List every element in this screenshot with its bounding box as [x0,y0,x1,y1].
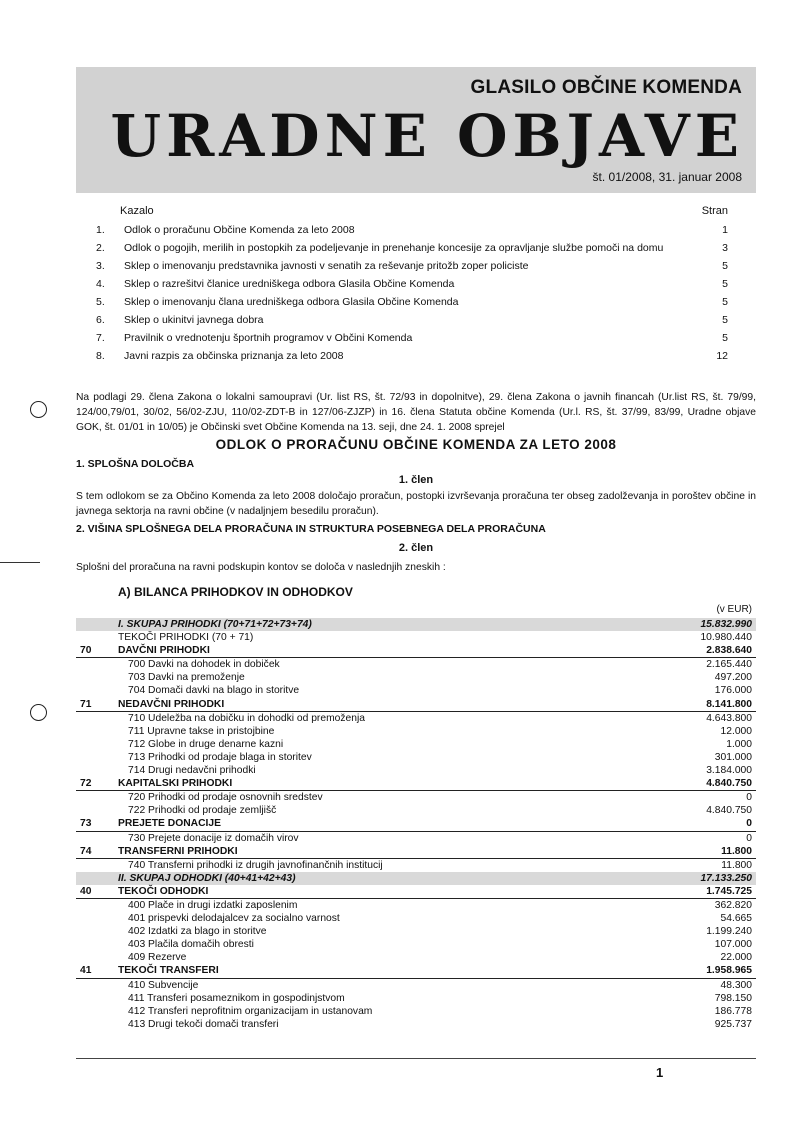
account-value: 11.800 [721,845,752,857]
account-value: 22.000 [720,952,752,964]
toc-item-number: 4. [96,278,105,290]
toc-item-number: 2. [96,242,105,254]
table-row [76,938,756,951]
account-code: 72 [80,778,92,790]
account-value: 4.840.750 [706,805,752,817]
account-value: 10.980.440 [700,632,752,644]
account-label: 401 prispevki delodajalcev za socialno varnost [128,913,340,925]
account-label: 412 Transferi neprofitnim organizacijam in ustanovam [128,1005,373,1017]
account-value: 0 [746,818,752,830]
table-row [76,764,756,777]
account-value: 4.840.750 [706,778,752,790]
account-value: 798.150 [714,992,752,1004]
table-row [76,845,756,859]
table-row [76,777,756,791]
article-2-text: Splošni del proračuna na ravni podskupin kontov se določa v naslednjih zneskih : [76,562,446,573]
account-value: 0 [746,832,752,844]
table-row [76,725,756,738]
unit-label: (v EUR) [716,604,752,615]
issue-info: št. 01/2008, 31. januar 2008 [592,170,742,184]
table-row [76,817,756,831]
account-value: 176.000 [714,685,752,697]
account-label: 711 Upravne takse in pristojbine [128,725,275,737]
account-label: TRANSFERNI PRIHODKI [118,845,238,857]
account-value: 12.000 [720,725,752,737]
account-code: 41 [80,965,92,977]
toc-item-number: 1. [96,224,105,236]
table-row [76,644,756,658]
bilanca-table [76,618,756,1031]
toc-heading: Kazalo [120,205,154,217]
masthead-title: URADNE OBJAVE [110,102,744,170]
table-row [76,658,756,671]
toc-header [96,205,736,221]
toc-item-page: 12 [716,350,728,362]
bilanca-title: A) BILANCA PRIHODKOV IN ODHODKOV [118,585,353,599]
account-value: 925.737 [714,1018,752,1030]
account-code: 73 [80,818,92,830]
account-label: 700 Davki na dohodek in dobiček [128,659,280,671]
account-value: 1.745.725 [706,885,752,897]
punch-hole-top [30,401,47,418]
account-code: 40 [80,885,92,897]
section-heading-1: 1. SPLOŠNA DOLOČBA [76,458,195,470]
account-value: 107.000 [714,939,752,951]
table-row [76,1018,756,1031]
table-row [76,859,756,872]
account-label: TEKOČI PRIHODKI (70 + 71) [118,632,254,644]
account-label: II. SKUPAJ ODHODKI (40+41+42+43) [118,872,296,884]
masthead-subtitle: GLASILO OBČINE KOMENDA [470,77,742,98]
toc-item-number: 5. [96,296,105,308]
account-label: 714 Drugi nedavčni prihodki [128,765,256,777]
account-label: 720 Prihodki od prodaje osnovnih sredstev [128,792,323,804]
table-row [76,791,756,804]
toc-item-page: 5 [722,260,728,272]
account-code: 74 [80,845,92,857]
toc-item-title: Pravilnik o vrednotenju športnih programov v Občini Komenda [124,332,413,344]
table-row [76,912,756,925]
table-row [76,618,756,631]
account-value: 3.184.000 [706,765,752,777]
table-row [76,684,756,697]
account-label: 411 Transferi posameznikom in gospodinjstvom [128,992,345,1004]
account-label: 710 Udeležba na dobičku in dohodki od premoženja [128,712,365,724]
footer-rule [76,1058,756,1059]
account-label: 410 Subvencije [128,979,199,991]
toc-item [96,221,736,239]
account-label: I. SKUPAJ PRIHODKI (70+71+72+73+74) [118,619,312,630]
account-value: 2.838.640 [706,645,752,657]
table-row [76,631,756,644]
table-row [76,899,756,912]
table-row [76,964,756,978]
table-row [76,832,756,845]
account-value: 497.200 [714,672,752,684]
account-label: 703 Davki na premoženje [128,672,245,684]
account-label: 730 Prejete donacije iz domačih virov [128,832,299,844]
account-value: 15.832.990 [700,619,752,630]
account-label: 712 Globe in druge denarne kazni [128,738,284,750]
account-label: TEKOČI ODHODKI [118,885,209,897]
toc-item [96,311,736,329]
account-label: DAVČNI PRIHODKI [118,645,210,657]
table-row [76,872,756,885]
toc-item [96,293,736,311]
toc-item-title: Odlok o proračunu Občine Komenda za leto 2008 [124,224,355,236]
account-label: 402 Izdatki za blago in storitve [128,926,267,938]
account-label: 713 Prihodki od prodaje blaga in storitev [128,751,312,763]
account-value: 11.800 [721,859,752,871]
account-label: 403 Plačila domačih obresti [128,939,254,951]
toc-item-number: 6. [96,314,105,326]
account-value: 2.165.440 [706,659,752,671]
toc-item [96,329,736,347]
account-label: 740 Transferni prihodki iz drugih javnofinančnih institucij [128,859,383,871]
toc-item-title: Odlok o pogojih, merilih in postopkih za podeljevanje in prenehanje koncesije za opravljanje službe pomoči na domu [124,242,664,254]
table-row [76,885,756,899]
account-label: 400 Plače in drugi izdatki zaposlenim [128,899,298,911]
article-2-heading: 2. člen [398,542,434,554]
punch-hole-bottom [30,704,47,721]
toc-item-title: Sklep o ukinitvi javnega dobra [124,314,264,326]
account-label: 409 Rezerve [128,952,187,964]
account-value: 1.199.240 [706,926,752,938]
article-1-heading: 1. člen [398,474,434,486]
toc-item-title: Sklep o imenovanju člana uredniškega odbora Glasila Občine Komenda [124,296,459,308]
page-number: 1 [656,1065,664,1080]
toc-item-title: Sklep o imenovanju predstavnika javnosti v senatih za reševanje pritožb zoper policiste [124,260,529,272]
account-value: 17.133.250 [700,872,752,884]
toc-item-number: 8. [96,350,105,362]
account-label: TEKOČI TRANSFERI [118,965,219,977]
toc-item-page: 3 [722,242,728,254]
account-value: 48.300 [720,979,752,991]
masthead [76,67,756,193]
table-row [76,951,756,964]
toc-item [96,275,736,293]
account-value: 1.000 [726,738,752,750]
article-1-text: S tem odlokom se za Občino Komenda za leto 2008 določajo proračun, postopki izvrševanja proračuna ter obseg zadolževanja in poroštev občine in javnega sektorja na ravni občine (v nadaljnjem besedilu proračun). [76,491,756,517]
account-label: 413 Drugi tekoči domači transferi [128,1018,279,1030]
account-value: 0 [746,792,752,804]
account-value: 186.778 [714,1005,752,1017]
table-row [76,712,756,725]
toc-item-number: 7. [96,332,105,344]
account-value: 54.665 [720,913,752,925]
toc-item-page: 5 [722,296,728,308]
toc-item-title: Javni razpis za občinska priznanja za leto 2008 [124,350,344,362]
table-row [76,979,756,992]
account-label: KAPITALSKI PRIHODKI [118,778,233,790]
table-row [76,671,756,684]
account-label: 704 Domači davki na blago in storitve [128,685,300,697]
table-of-contents [96,205,736,365]
toc-item [96,347,736,365]
toc-page-heading: Stran [701,205,728,217]
account-code: 70 [80,645,92,657]
toc-item-title: Sklep o razrešitvi članice uredniškega odbora Glasila Občine Komenda [124,278,455,290]
account-value: 8.141.800 [706,698,752,710]
table-row [76,925,756,938]
account-label: PREJETE DONACIJE [118,818,221,830]
toc-item-page: 1 [722,224,728,236]
toc-item-page: 5 [722,278,728,290]
account-value: 362.820 [714,899,752,911]
toc-item [96,239,736,257]
account-value: 4.643.800 [706,712,752,724]
document-title: ODLOK O PRORAČUNU OBČINE KOMENDA ZA LETO 2008 [215,437,617,452]
fold-mark [0,562,40,563]
table-row [76,698,756,712]
account-value: 1.958.965 [706,965,752,977]
table-row [76,751,756,764]
account-value: 301.000 [714,751,752,763]
account-label: NEDAVČNI PRIHODKI [118,698,225,710]
toc-list [96,221,736,365]
toc-item [96,257,736,275]
toc-item-page: 5 [722,314,728,326]
account-label: 722 Prihodki od prodaje zemljišč [128,805,277,817]
table-row [76,992,756,1005]
table-row [76,738,756,751]
intro-paragraph: Na podlagi 29. člena Zakona o lokalni samoupravi (Ur. list RS, št. 72/93 in dopolnitve), 29. člena Zakona o javnih financah (Ur.list RS, št. 79/99, 124/00,79/01, 30/02, 56/02-ZJU, 110/02-ZDT-B in 127/06-ZJZP) in 16. člena Statuta občine Komenda (Ur.l. RS, št. 37/99, 83/99, Uradne objave GOK, št. 01/01 in 10/05) je Občinski svet Občine Komenda na 13. seji, dne 24. 1. 2008 sprejel [76,392,756,433]
toc-item-number: 3. [96,260,105,272]
section-heading-2: 2. VIŠINA SPLOŠNEGA DELA PRORAČUNA IN STRUKTURA POSEBNEGA DELA PRORAČUNA [76,523,546,535]
toc-item-page: 5 [722,332,728,344]
table-row [76,804,756,817]
table-row [76,1005,756,1018]
account-code: 71 [80,698,92,710]
